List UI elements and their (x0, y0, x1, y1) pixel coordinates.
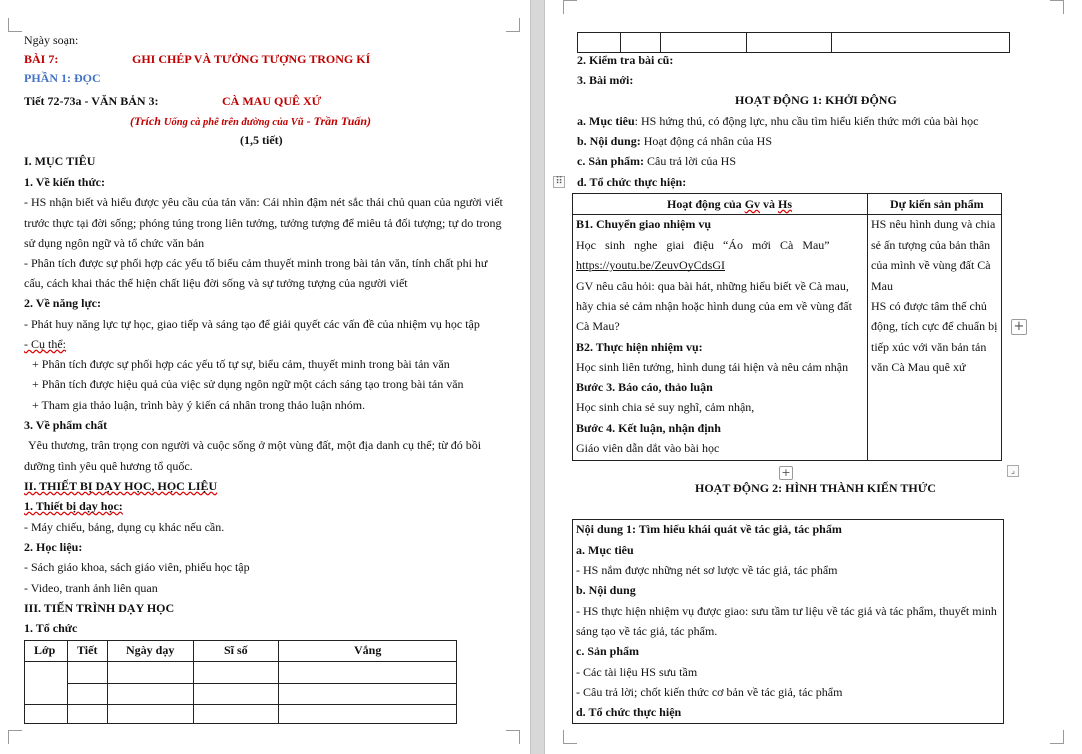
competence-item: + Tham gia thảo luận, trình bày ý kiến cá nhân trong thảo luận nhóm. (32, 398, 366, 412)
expected-product: sẻ ấn tượng của bản thân (871, 238, 991, 252)
organize-heading: 1. Tổ chức (24, 621, 78, 635)
knowledge-text: - Phân tích được sự phối hợp các yếu tố biểu cảm thuyết minh trong bài tản văn, tính chất phi hư (24, 256, 488, 270)
step1-text: hãy chia sẻ cảm nhận hoặc hình dung của em về vùng đất (576, 299, 852, 313)
step4-heading: Bước 4. Kết luận, nhận định (576, 421, 721, 435)
page-corner-mark (1050, 0, 1064, 14)
step1-heading: B1. Chuyển giao nhiệm vụ (576, 217, 712, 231)
table-gridline (193, 640, 194, 724)
new-lesson-heading: 3. Bài mới: (577, 73, 634, 87)
table-header: Tiết (77, 643, 98, 657)
equipment-heading: 1. Thiết bị dạy học: (24, 499, 123, 513)
table-gridline (831, 32, 832, 53)
table-header: Ngày dạy (126, 643, 175, 657)
specific-label: - Cụ thể: (24, 337, 66, 351)
part-heading: PHẦN 1: ĐỌC (24, 71, 101, 85)
page-corner-mark (506, 730, 520, 744)
content1-objective: a. Mục tiêu (576, 543, 634, 557)
table-header-activity: Hoạt động của Gv và Hs (667, 197, 793, 211)
content1-organize: d. Tổ chức thực hiện (576, 705, 682, 719)
expected-product: Mau (871, 279, 893, 293)
page-corner-mark (563, 0, 577, 14)
text-title: CÀ MAU QUÊ XỨ (222, 94, 322, 108)
add-row-icon[interactable]: + (779, 466, 793, 480)
class-table-continued (577, 32, 1010, 53)
page-corner-mark (8, 18, 22, 32)
step2-text: Học sinh liên tưởng, hình dung tái hiện và nêu cảm nhận (576, 360, 849, 374)
quality-text: dưỡng tình yêu quê hương tổ quốc. (24, 459, 193, 473)
table-gridline (24, 704, 457, 705)
table-header: Vắng (354, 643, 382, 657)
competence-item: + Phân tích được hiệu quả của việc sử dụng ngôn ngữ một cách sáng tạo trong bài tản văn (32, 377, 464, 391)
table-gridline (746, 32, 747, 53)
materials-text: - Sách giáo khoa, sách giáo viên, phiếu học tập (24, 560, 250, 574)
activity1-product: c. Sản phẩm: Câu trả lời của HS (577, 154, 737, 168)
date-label: Ngày soạn: (24, 33, 79, 47)
equipment-text: - Máy chiếu, bảng, dụng cụ khác nếu cần. (24, 520, 225, 534)
step4-text: Giáo viên dẫn dắt vào bài học (576, 441, 720, 455)
section-process: III. TIẾN TRÌNH DẠY HỌC (24, 601, 175, 615)
lesson-title: GHI CHÉP VÀ TƯỞNG TƯỢNG TRONG KÍ (132, 52, 371, 66)
knowledge-heading: 1. Về kiến thức: (24, 175, 105, 189)
step1-text: Cà Mau? (576, 319, 620, 333)
table-gridline (660, 32, 661, 53)
period-label: Tiết 72-73a - VĂN BẢN 3: (24, 94, 159, 108)
competence-text: - Phát huy năng lực tự học, giao tiếp và sáng tạo để giải quyết các vấn đề của nhiệm vụ học tập (24, 317, 480, 331)
knowledge-text: trước thực tại đời sống; phóng túng trong liên tưởng, tưởng tượng để miêu tả đối tượng; tự do trong (24, 216, 502, 230)
page-corner-mark (506, 18, 520, 32)
table-gridline (67, 640, 68, 724)
activity1-objective: a. Mục tiêu: HS hứng thú, có động lực, nhu cầu tìm hiểu kiến thức mới của bài học (577, 114, 979, 128)
expected-product: HS có được tâm thế chủ (871, 299, 987, 313)
table-header: Lớp (34, 643, 56, 657)
period-count: (1,5 tiết) (240, 133, 283, 147)
step3-text: Học sinh chia sẻ suy nghĩ, cảm nhận, (576, 400, 755, 414)
resize-icon[interactable]: ⌟ (1007, 465, 1019, 477)
materials-heading: 2. Học liệu: (24, 540, 83, 554)
document-page-right (545, 0, 1082, 754)
lesson-number: BÀI 7: (24, 52, 59, 66)
knowledge-text: - HS nhận biết và hiểu được yêu cầu của tản văn: Cái nhìn đậm nét sắc thái chủ quan của người viết (24, 195, 503, 209)
review-heading: 2. Kiểm tra bài cũ: (577, 53, 674, 67)
content1-text: sáng tạo về tác giả, tác phẩm. (576, 624, 718, 638)
knowledge-text: sử dụng ngôn ngữ và tổ chức văn bản (24, 236, 205, 250)
song-link[interactable]: https://youtu.be/ZeuvOyCdsGI (576, 258, 726, 272)
expected-product: văn Cà Mau quê xứ (871, 360, 966, 374)
expected-product: động, tích cực để chuẩn bị (871, 319, 998, 333)
table-gridline (107, 640, 108, 724)
activity1-title: HOẠT ĐỘNG 1: KHỞI ĐỘNG (735, 93, 897, 107)
table-header-product: Dự kiến sản phẩm (890, 197, 984, 211)
table-gridline (620, 32, 621, 53)
page-corner-mark (563, 730, 577, 744)
activity1-organize: d. Tổ chức thực hiện: (577, 175, 687, 189)
expected-product: HS nêu hình dung và chia (871, 217, 996, 231)
content1-text: - Các tài liệu HS sưu tầm (576, 665, 698, 679)
table-gridline (24, 661, 457, 662)
step1-text: GV nêu câu hỏi: qua bài hát, những hiểu biết về Cà mau, (576, 279, 849, 293)
table-gridline (278, 640, 279, 724)
section-equipment: II. THIẾT BỊ DẠY HỌC, HỌC LIỆU (24, 479, 218, 493)
quality-heading: 3. Về phẩm chất (24, 418, 108, 432)
table-gridline (67, 683, 457, 684)
expected-product: tiếp xúc với văn bản tản (871, 340, 987, 354)
quality-text: Yêu thương, trân trọng con người và cuộc sống ở một vùng đất, một địa danh cụ thể; từ đó bồi (28, 438, 482, 452)
step1-text: Học sinh nghe giai điệu “Áo mới Cà Mau” (576, 238, 830, 252)
content1-text: - HS thực hiện nhiệm vụ được giao: sưu tầm tư liệu về tác giả và tác phẩm, thuyết minh (576, 604, 997, 618)
content1-product: c. Sản phẩm (576, 644, 640, 658)
content1-content: b. Nội dung (576, 583, 636, 597)
section-objectives: I. MỤC TIÊU (24, 154, 96, 168)
materials-text: - Video, tranh ảnh liên quan (24, 581, 158, 595)
step3-heading: Bước 3. Báo cáo, thảo luận (576, 380, 713, 394)
step2-heading: B2. Thực hiện nhiệm vụ: (576, 340, 703, 354)
page-corner-mark (1050, 730, 1064, 744)
knowledge-text: cấu, cách khai thác thể hiện chất liệu đời sống và sự tưởng tượng của người viết (24, 276, 408, 290)
content1-text: - Câu trả lời; chốt kiến thức cơ bản về tác giả, tác phẩm (576, 685, 843, 699)
activity1-content: b. Nội dung: Hoạt động cá nhân của HS (577, 134, 772, 148)
content1-heading: Nội dung 1: Tìm hiểu khái quát về tác giả, tác phẩm (576, 522, 842, 536)
table-header: Sĩ số (224, 643, 248, 657)
competence-item: + Phân tích được sự phối hợp các yếu tố tự sự, biểu cảm, thuyết minh trong bài tản văn (32, 357, 450, 371)
page-gap (530, 0, 545, 754)
expected-product: của mình về vùng đất Cà (871, 258, 991, 272)
competence-heading: 2. Về năng lực: (24, 296, 101, 310)
excerpt-source: (Trích Uống cà phê trên đường của Vũ - Trần Tuấn) (130, 114, 372, 128)
content1-text: - HS nắm được những nét sơ lược về tác giả, tác phẩm (576, 563, 838, 577)
document-page-left (0, 0, 530, 754)
add-column-icon[interactable]: + (1011, 319, 1027, 335)
table-gridline (867, 193, 868, 461)
activity2-title: HOẠT ĐỘNG 2: HÌNH THÀNH KIẾN THỨC (695, 481, 936, 495)
move-handle-icon[interactable]: ⠿ (553, 176, 565, 188)
page-corner-mark (8, 730, 22, 744)
